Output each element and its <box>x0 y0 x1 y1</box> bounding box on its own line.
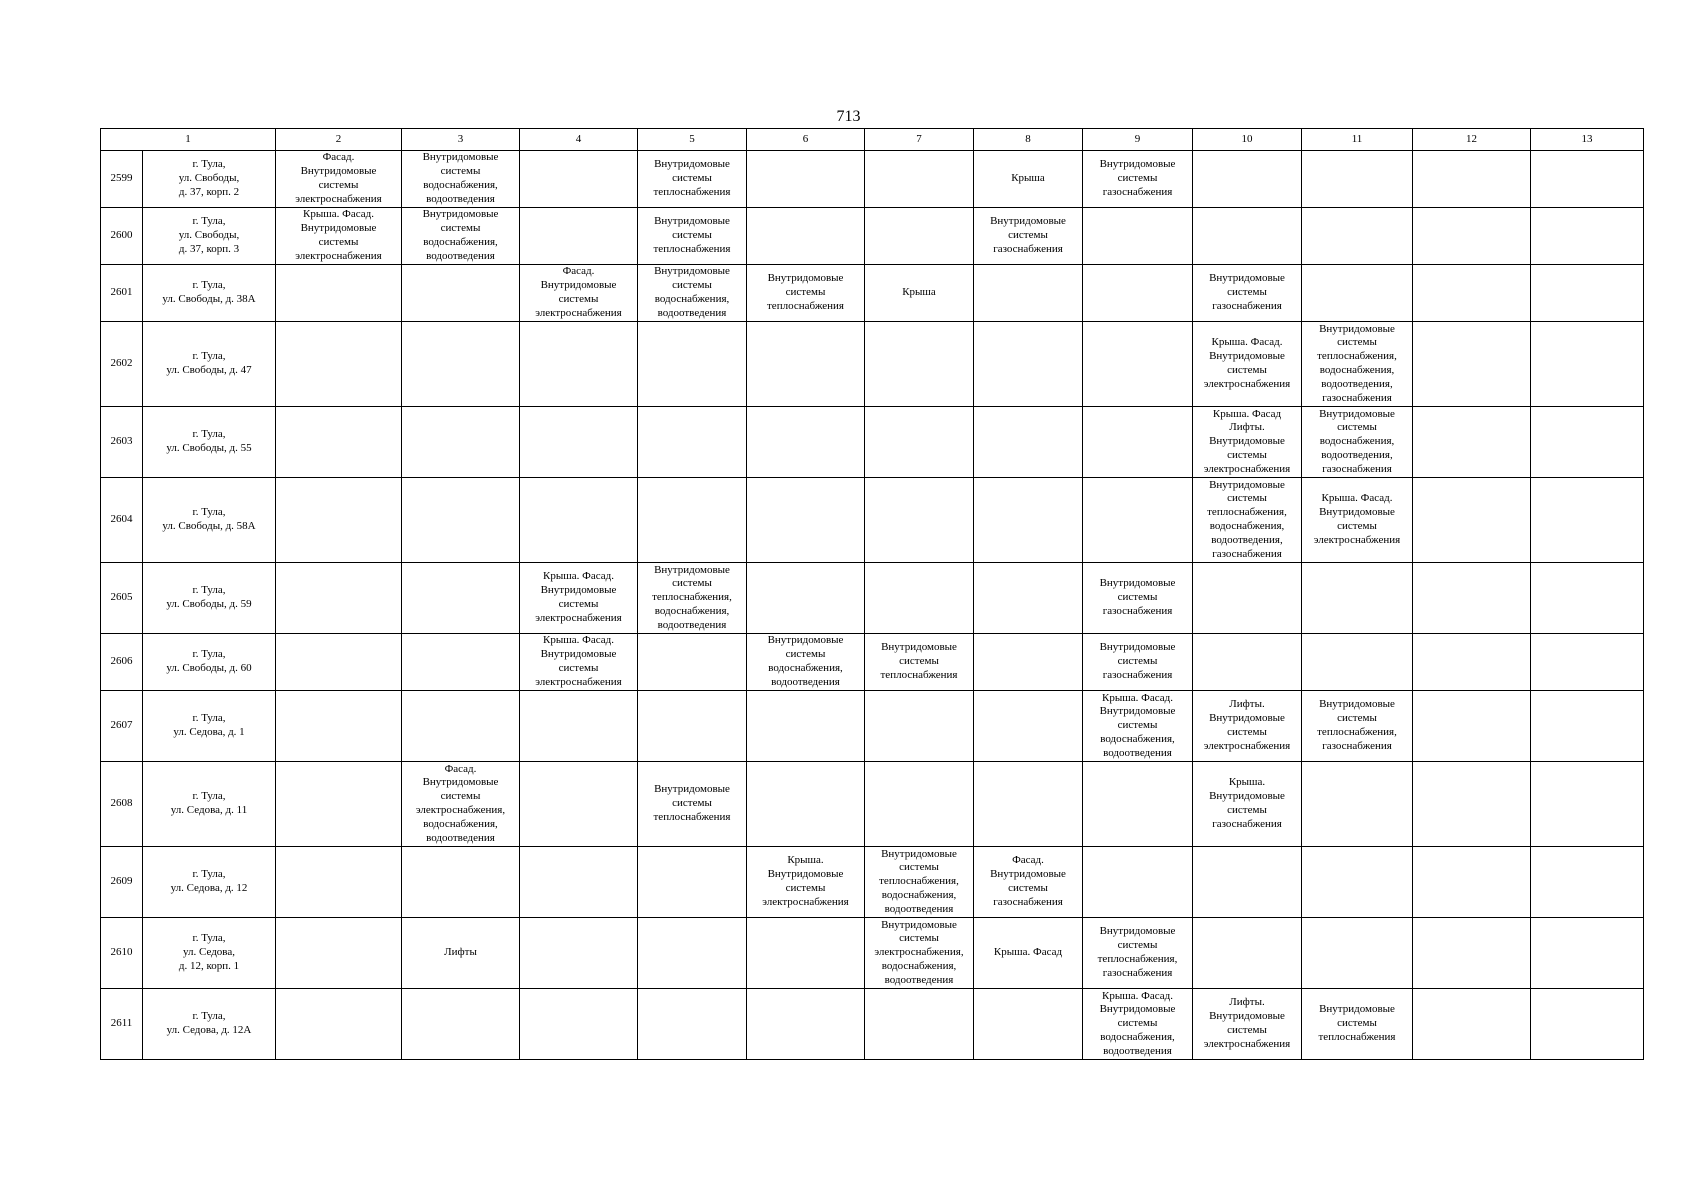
work-type-cell: Крыша. Фасад Лифты. Внутридомовые системы электроснабжения <box>1193 407 1302 478</box>
work-type-cell: Лифты. Внутридомовые системы электроснабжения <box>1193 691 1302 762</box>
work-type-cell <box>520 478 638 563</box>
work-type-cell: Внутридомовые системы теплоснабжения, водоснабжения, водоотведения <box>638 563 747 634</box>
work-type-cell <box>1531 918 1644 989</box>
table-row <box>101 265 1644 322</box>
work-type-cell <box>1413 847 1531 918</box>
work-type-cell: Крыша. Внутридомовые системы электроснабжения <box>747 847 865 918</box>
work-type-cell <box>1531 407 1644 478</box>
column-header: 11 <box>1302 129 1413 151</box>
work-type-cell <box>1413 151 1531 208</box>
work-type-cell <box>402 478 520 563</box>
work-type-cell <box>974 478 1083 563</box>
work-type-cell <box>276 847 402 918</box>
address-cell: г. Тула, ул. Свободы, д. 59 <box>143 563 276 634</box>
work-type-cell: Внутридомовые системы газоснабжения <box>974 208 1083 265</box>
column-header: 6 <box>747 129 865 151</box>
work-type-cell <box>402 322 520 407</box>
work-type-cell: Внутридомовые системы водоснабжения, водоотведения <box>747 634 865 691</box>
work-type-cell: Крыша. Фасад. Внутридомовые системы водоснабжения, водоотведения <box>1083 691 1193 762</box>
work-type-cell: Внутридомовые системы газоснабжения <box>1083 563 1193 634</box>
work-type-cell: Крыша. Фасад <box>974 918 1083 989</box>
table-row <box>101 151 1644 208</box>
work-type-cell <box>638 989 747 1060</box>
address-cell: г. Тула, ул. Свободы, д. 37, корп. 3 <box>143 208 276 265</box>
work-type-cell <box>1413 563 1531 634</box>
work-type-cell <box>1083 478 1193 563</box>
work-type-cell <box>520 151 638 208</box>
work-type-cell: Фасад. Внутридомовые системы электроснабжения <box>520 265 638 322</box>
work-type-cell <box>865 208 974 265</box>
work-type-cell: Внутридомовые системы теплоснабжения <box>865 634 974 691</box>
work-type-cell <box>1531 634 1644 691</box>
table-row <box>101 478 1644 563</box>
work-type-cell <box>638 407 747 478</box>
work-type-cell <box>1413 265 1531 322</box>
address-cell: г. Тула, ул. Седова, д. 12, корп. 1 <box>143 918 276 989</box>
work-type-cell <box>638 322 747 407</box>
column-header: 2 <box>276 129 402 151</box>
work-type-cell <box>974 634 1083 691</box>
work-type-cell <box>1193 151 1302 208</box>
work-type-cell <box>1193 918 1302 989</box>
column-header: 3 <box>402 129 520 151</box>
work-type-cell: Внутридомовые системы теплоснабжения, водоснабжения, водоотведения, газоснабжения <box>1302 322 1413 407</box>
work-type-cell <box>1413 407 1531 478</box>
work-type-cell: Внутридомовые системы водоснабжения, водоотведения, газоснабжения <box>1302 407 1413 478</box>
work-type-cell <box>974 762 1083 847</box>
work-type-cell <box>1531 847 1644 918</box>
row-number-cell: 2604 <box>101 478 143 563</box>
address-cell: г. Тула, ул. Седова, д. 11 <box>143 762 276 847</box>
work-type-cell: Внутридомовые системы газоснабжения <box>1083 634 1193 691</box>
work-type-cell <box>747 478 865 563</box>
repair-schedule-table <box>100 128 1644 1060</box>
work-type-cell <box>1531 563 1644 634</box>
row-number-cell: 2609 <box>101 847 143 918</box>
work-type-cell: Крыша. Фасад. Внутридомовые системы электроснабжения <box>1193 322 1302 407</box>
work-type-cell: Внутридомовые системы газоснабжения <box>1083 151 1193 208</box>
address-cell: г. Тула, ул. Свободы, д. 58А <box>143 478 276 563</box>
column-header: 13 <box>1531 129 1644 151</box>
work-type-cell: Крыша <box>865 265 974 322</box>
work-type-cell <box>520 322 638 407</box>
address-cell: г. Тула, ул. Седова, д. 12 <box>143 847 276 918</box>
work-type-cell <box>747 151 865 208</box>
address-cell: г. Тула, ул. Свободы, д. 37, корп. 2 <box>143 151 276 208</box>
work-type-cell: Лифты. Внутридомовые системы электроснабжения <box>1193 989 1302 1060</box>
work-type-cell <box>1083 208 1193 265</box>
work-type-cell: Крыша. Фасад. Внутридомовые системы водоснабжения, водоотведения <box>1083 989 1193 1060</box>
address-cell: г. Тула, ул. Свободы, д. 55 <box>143 407 276 478</box>
column-header: 7 <box>865 129 974 151</box>
work-type-cell <box>1083 762 1193 847</box>
work-type-cell: Внутридомовые системы электроснабжения, водоснабжения, водоотведения <box>865 918 974 989</box>
column-header: 1 <box>101 129 276 151</box>
work-type-cell <box>402 265 520 322</box>
row-number-cell: 2601 <box>101 265 143 322</box>
work-type-cell <box>638 918 747 989</box>
work-type-cell <box>1531 322 1644 407</box>
work-type-cell: Крыша. Фасад. Внутридомовые системы электроснабжения <box>520 563 638 634</box>
work-type-cell: Внутридомовые системы водоснабжения, водоотведения <box>402 208 520 265</box>
work-type-cell <box>520 208 638 265</box>
work-type-cell <box>974 407 1083 478</box>
work-type-cell: Крыша <box>974 151 1083 208</box>
work-type-cell <box>1531 989 1644 1060</box>
work-type-cell <box>1302 208 1413 265</box>
work-type-cell: Фасад. Внутридомовые системы газоснабжения <box>974 847 1083 918</box>
work-type-cell <box>865 989 974 1060</box>
work-type-cell <box>276 478 402 563</box>
table-row <box>101 407 1644 478</box>
work-type-cell <box>974 563 1083 634</box>
work-type-cell: Внутридомовые системы теплоснабжения <box>1302 989 1413 1060</box>
work-type-cell <box>865 151 974 208</box>
work-type-cell: Внутридомовые системы теплоснабжения, водоснабжения, водоотведения, газоснабжения <box>1193 478 1302 563</box>
work-type-cell <box>276 634 402 691</box>
work-type-cell: Внутридомовые системы водоснабжения, водоотведения <box>402 151 520 208</box>
work-type-cell <box>520 691 638 762</box>
work-type-cell <box>1531 691 1644 762</box>
work-type-cell <box>974 265 1083 322</box>
table-row <box>101 634 1644 691</box>
work-type-cell <box>1531 762 1644 847</box>
work-type-cell: Лифты <box>402 918 520 989</box>
work-type-cell <box>520 847 638 918</box>
work-type-cell <box>1302 265 1413 322</box>
work-type-cell: Внутридомовые системы теплоснабжения <box>638 208 747 265</box>
work-type-cell <box>865 478 974 563</box>
address-cell: г. Тула, ул. Свободы, д. 47 <box>143 322 276 407</box>
table-row <box>101 322 1644 407</box>
work-type-cell <box>1413 762 1531 847</box>
work-type-cell <box>276 407 402 478</box>
column-header: 12 <box>1413 129 1531 151</box>
work-type-cell <box>974 322 1083 407</box>
row-number-cell: 2605 <box>101 563 143 634</box>
work-type-cell: Крыша. Фасад. Внутридомовые системы электроснабжения <box>1302 478 1413 563</box>
work-type-cell <box>638 634 747 691</box>
work-type-cell <box>1302 762 1413 847</box>
work-type-cell <box>402 407 520 478</box>
work-type-cell <box>1413 989 1531 1060</box>
table-row <box>101 208 1644 265</box>
work-type-cell <box>638 478 747 563</box>
work-type-cell <box>1302 918 1413 989</box>
work-type-cell <box>747 762 865 847</box>
work-type-cell <box>1413 322 1531 407</box>
work-type-cell <box>1193 634 1302 691</box>
work-type-cell: Фасад. Внутридомовые системы электроснабжения <box>276 151 402 208</box>
work-type-cell <box>1083 322 1193 407</box>
row-number-cell: 2606 <box>101 634 143 691</box>
work-type-cell <box>276 265 402 322</box>
work-type-cell: Внутридомовые системы газоснабжения <box>1193 265 1302 322</box>
work-type-cell <box>520 989 638 1060</box>
work-type-cell: Внутридомовые системы теплоснабжения, газоснабжения <box>1083 918 1193 989</box>
work-type-cell <box>1302 151 1413 208</box>
work-type-cell <box>1531 208 1644 265</box>
work-type-cell: Крыша. Фасад. Внутридомовые системы электроснабжения <box>520 634 638 691</box>
work-type-cell <box>1193 208 1302 265</box>
work-type-cell <box>276 322 402 407</box>
work-type-cell <box>1083 847 1193 918</box>
work-type-cell <box>1302 847 1413 918</box>
address-cell: г. Тула, ул. Седова, д. 1 <box>143 691 276 762</box>
work-type-cell <box>638 847 747 918</box>
column-header: 8 <box>974 129 1083 151</box>
work-type-cell <box>1413 918 1531 989</box>
work-type-cell <box>276 989 402 1060</box>
work-type-cell <box>276 563 402 634</box>
address-cell: г. Тула, ул. Свободы, д. 60 <box>143 634 276 691</box>
row-number-cell: 2610 <box>101 918 143 989</box>
work-type-cell <box>1302 634 1413 691</box>
row-number-cell: 2599 <box>101 151 143 208</box>
row-number-cell: 2600 <box>101 208 143 265</box>
page-number: 713 <box>836 108 861 125</box>
work-type-cell <box>1413 208 1531 265</box>
table-row <box>101 563 1644 634</box>
work-type-cell <box>747 691 865 762</box>
work-type-cell <box>1193 847 1302 918</box>
work-type-cell <box>1193 563 1302 634</box>
work-type-cell <box>1531 478 1644 563</box>
work-type-cell: Фасад. Внутридомовые системы электроснабжения, водоснабжения, водоотведения <box>402 762 520 847</box>
work-type-cell <box>276 918 402 989</box>
work-type-cell <box>1083 265 1193 322</box>
work-type-cell <box>638 691 747 762</box>
work-type-cell: Внутридомовые системы теплоснабжения <box>747 265 865 322</box>
work-type-cell <box>276 762 402 847</box>
work-type-cell <box>865 563 974 634</box>
column-header: 5 <box>638 129 747 151</box>
work-type-cell <box>402 989 520 1060</box>
row-number-cell: 2602 <box>101 322 143 407</box>
work-type-cell <box>865 322 974 407</box>
column-header: 9 <box>1083 129 1193 151</box>
work-type-cell <box>276 691 402 762</box>
row-number-cell: 2607 <box>101 691 143 762</box>
work-type-cell <box>747 407 865 478</box>
work-type-cell <box>402 563 520 634</box>
work-type-cell <box>520 407 638 478</box>
work-type-cell <box>1531 265 1644 322</box>
work-type-cell <box>1302 563 1413 634</box>
work-type-cell: Крыша. Фасад. Внутридомовые системы электроснабжения <box>276 208 402 265</box>
work-type-cell <box>974 691 1083 762</box>
table-row <box>101 847 1644 918</box>
address-cell: г. Тула, ул. Свободы, д. 38А <box>143 265 276 322</box>
table-row <box>101 989 1644 1060</box>
work-type-cell: Крыша. Внутридомовые системы газоснабжения <box>1193 762 1302 847</box>
header-row <box>101 129 1644 151</box>
column-header: 4 <box>520 129 638 151</box>
table-row <box>101 691 1644 762</box>
work-type-cell <box>747 322 865 407</box>
row-number-cell: 2611 <box>101 989 143 1060</box>
address-cell: г. Тула, ул. Седова, д. 12А <box>143 989 276 1060</box>
work-type-cell: Внутридомовые системы теплоснабжения, газоснабжения <box>1302 691 1413 762</box>
work-type-cell <box>520 918 638 989</box>
work-type-cell <box>974 989 1083 1060</box>
work-type-cell <box>520 762 638 847</box>
work-type-cell <box>747 563 865 634</box>
work-type-cell <box>1083 407 1193 478</box>
work-type-cell <box>1531 151 1644 208</box>
work-type-cell <box>1413 691 1531 762</box>
work-type-cell <box>1413 634 1531 691</box>
work-type-cell <box>402 634 520 691</box>
row-number-cell: 2608 <box>101 762 143 847</box>
work-type-cell <box>747 918 865 989</box>
work-type-cell: Внутридомовые системы теплоснабжения <box>638 762 747 847</box>
column-header: 10 <box>1193 129 1302 151</box>
work-type-cell <box>747 989 865 1060</box>
table-row <box>101 918 1644 989</box>
work-type-cell <box>865 407 974 478</box>
work-type-cell <box>1413 478 1531 563</box>
table-row <box>101 762 1644 847</box>
row-number-cell: 2603 <box>101 407 143 478</box>
work-type-cell: Внутридомовые системы водоснабжения, водоотведения <box>638 265 747 322</box>
work-type-cell <box>402 847 520 918</box>
work-type-cell: Внутридомовые системы теплоснабжения <box>638 151 747 208</box>
work-type-cell <box>402 691 520 762</box>
work-type-cell <box>865 691 974 762</box>
work-type-cell <box>865 762 974 847</box>
work-type-cell <box>747 208 865 265</box>
work-type-cell: Внутридомовые системы теплоснабжения, водоснабжения, водоотведения <box>865 847 974 918</box>
